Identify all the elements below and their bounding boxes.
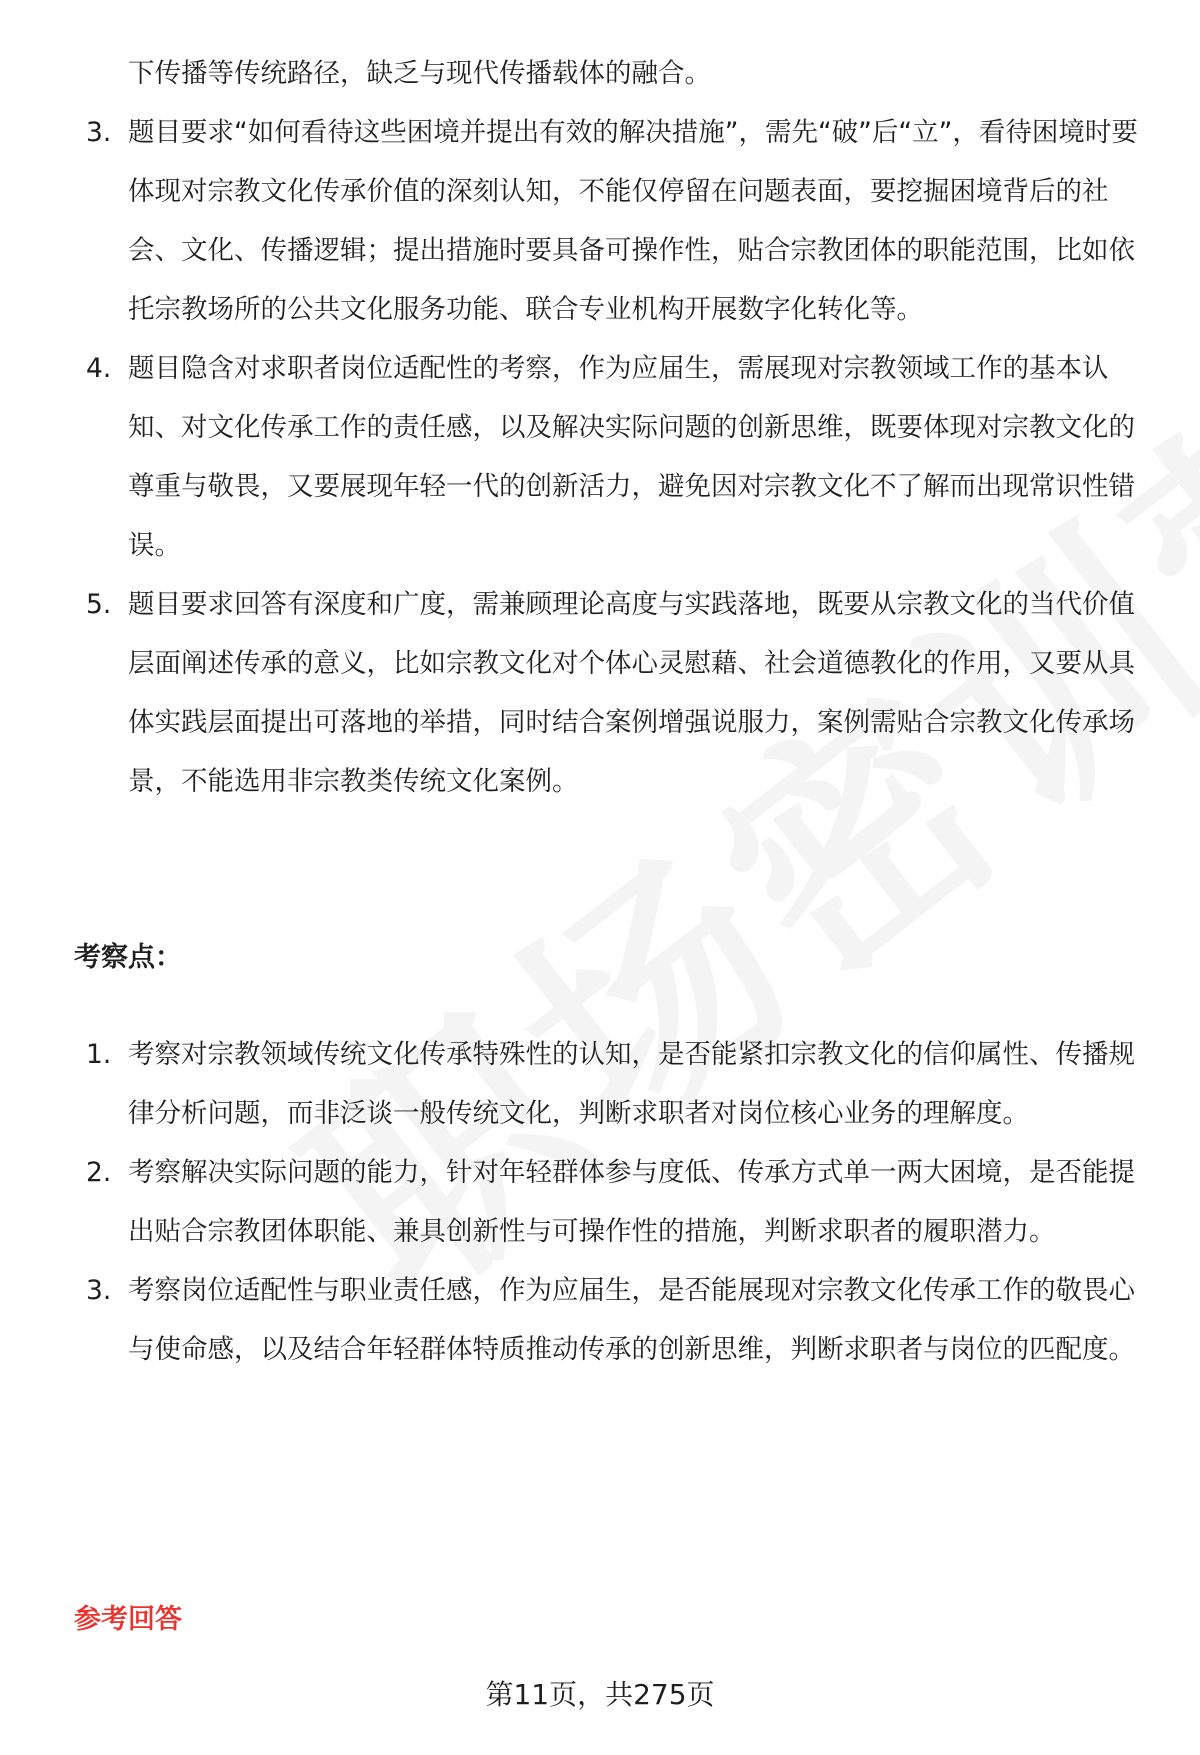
list-item-number: 2. (86, 1157, 112, 1188)
page-number: 第11页，共275页 (485, 1678, 715, 1711)
list-item-text: 题目要求“如何看待这些困境并提出有效的解决措施”，需先“破”后“立”，看待困境时要体现对宗教文化传承价值的深刻认知，不能仅停留在问题表面，要挖掘困境背后的社会、文化、传播逻辑；提出措施时要具备可操作性，贴合宗教团体的职能范围，比如依托宗教场所的公共文化服务功能、联合专业机构开展数字化转化等。 (128, 117, 1138, 325)
list-item (0, 1261, 1200, 1379)
list-item (0, 1143, 1200, 1261)
list-item-number: 1. (86, 1039, 112, 1070)
assessment-list (0, 1025, 1200, 1379)
list-item (0, 339, 1200, 575)
list-item (0, 575, 1200, 811)
section-heading-kaocha: 考察点： (74, 942, 182, 973)
list-item-text: 考察对宗教领域传统文化传承特殊性的认知，是否能紧扣宗教文化的信仰属性、传播规律分析问题，而非泛谈一般传统文化，判断求职者对岗位核心业务的理解度。 (128, 1039, 1135, 1129)
list-item-number: 5. (86, 589, 112, 620)
list-item-text: 下传播等传统路径，缺乏与现代传播载体的融合。 (128, 58, 711, 89)
list-item-number: 3. (86, 1275, 112, 1306)
list-item-text: 考察岗位适配性与职业责任感，作为应届生，是否能展现对宗教文化传承工作的敬畏心与使命感，以及结合年轻群体特质推动传承的创新思维，判断求职者与岗位的匹配度。 (128, 1275, 1135, 1365)
list-item-text: 题目隐含对求职者岗位适配性的考察，作为应届生，需展现对宗教领域工作的基本认知、对文化传承工作的责任感，以及解决实际问题的创新思维，既要体现对宗教文化的尊重与敬畏，又要展现年轻一代的创新活力，避免因对宗教文化不了解而出现常识性错误。 (128, 353, 1135, 561)
list-item-text: 题目要求回答有深度和广度，需兼顾理论高度与实践落地，既要从宗教文化的当代价值层面阐述传承的意义，比如宗教文化对个体心灵慰藉、社会道德教化的作用，又要从具体实践层面提出可落地的举措，同时结合案例增强说服力，案例需贴合宗教文化传承场景，不能选用非宗教类传统文化案例。 (128, 589, 1135, 797)
list-item (0, 103, 1200, 339)
list-item-number: 4. (86, 353, 112, 384)
list-item-text: 考察解决实际问题的能力，针对年轻群体参与度低、传承方式单一两大困境，是否能提出贴合宗教团体职能、兼具创新性与可操作性的措施，判断求职者的履职潜力。 (128, 1157, 1135, 1247)
list-item-continued (0, 44, 1200, 103)
section-heading-answer: 参考回答 (74, 1604, 182, 1635)
requirements-list (0, 44, 1200, 811)
list-item (0, 1025, 1200, 1143)
list-item-number: 3. (86, 117, 112, 148)
